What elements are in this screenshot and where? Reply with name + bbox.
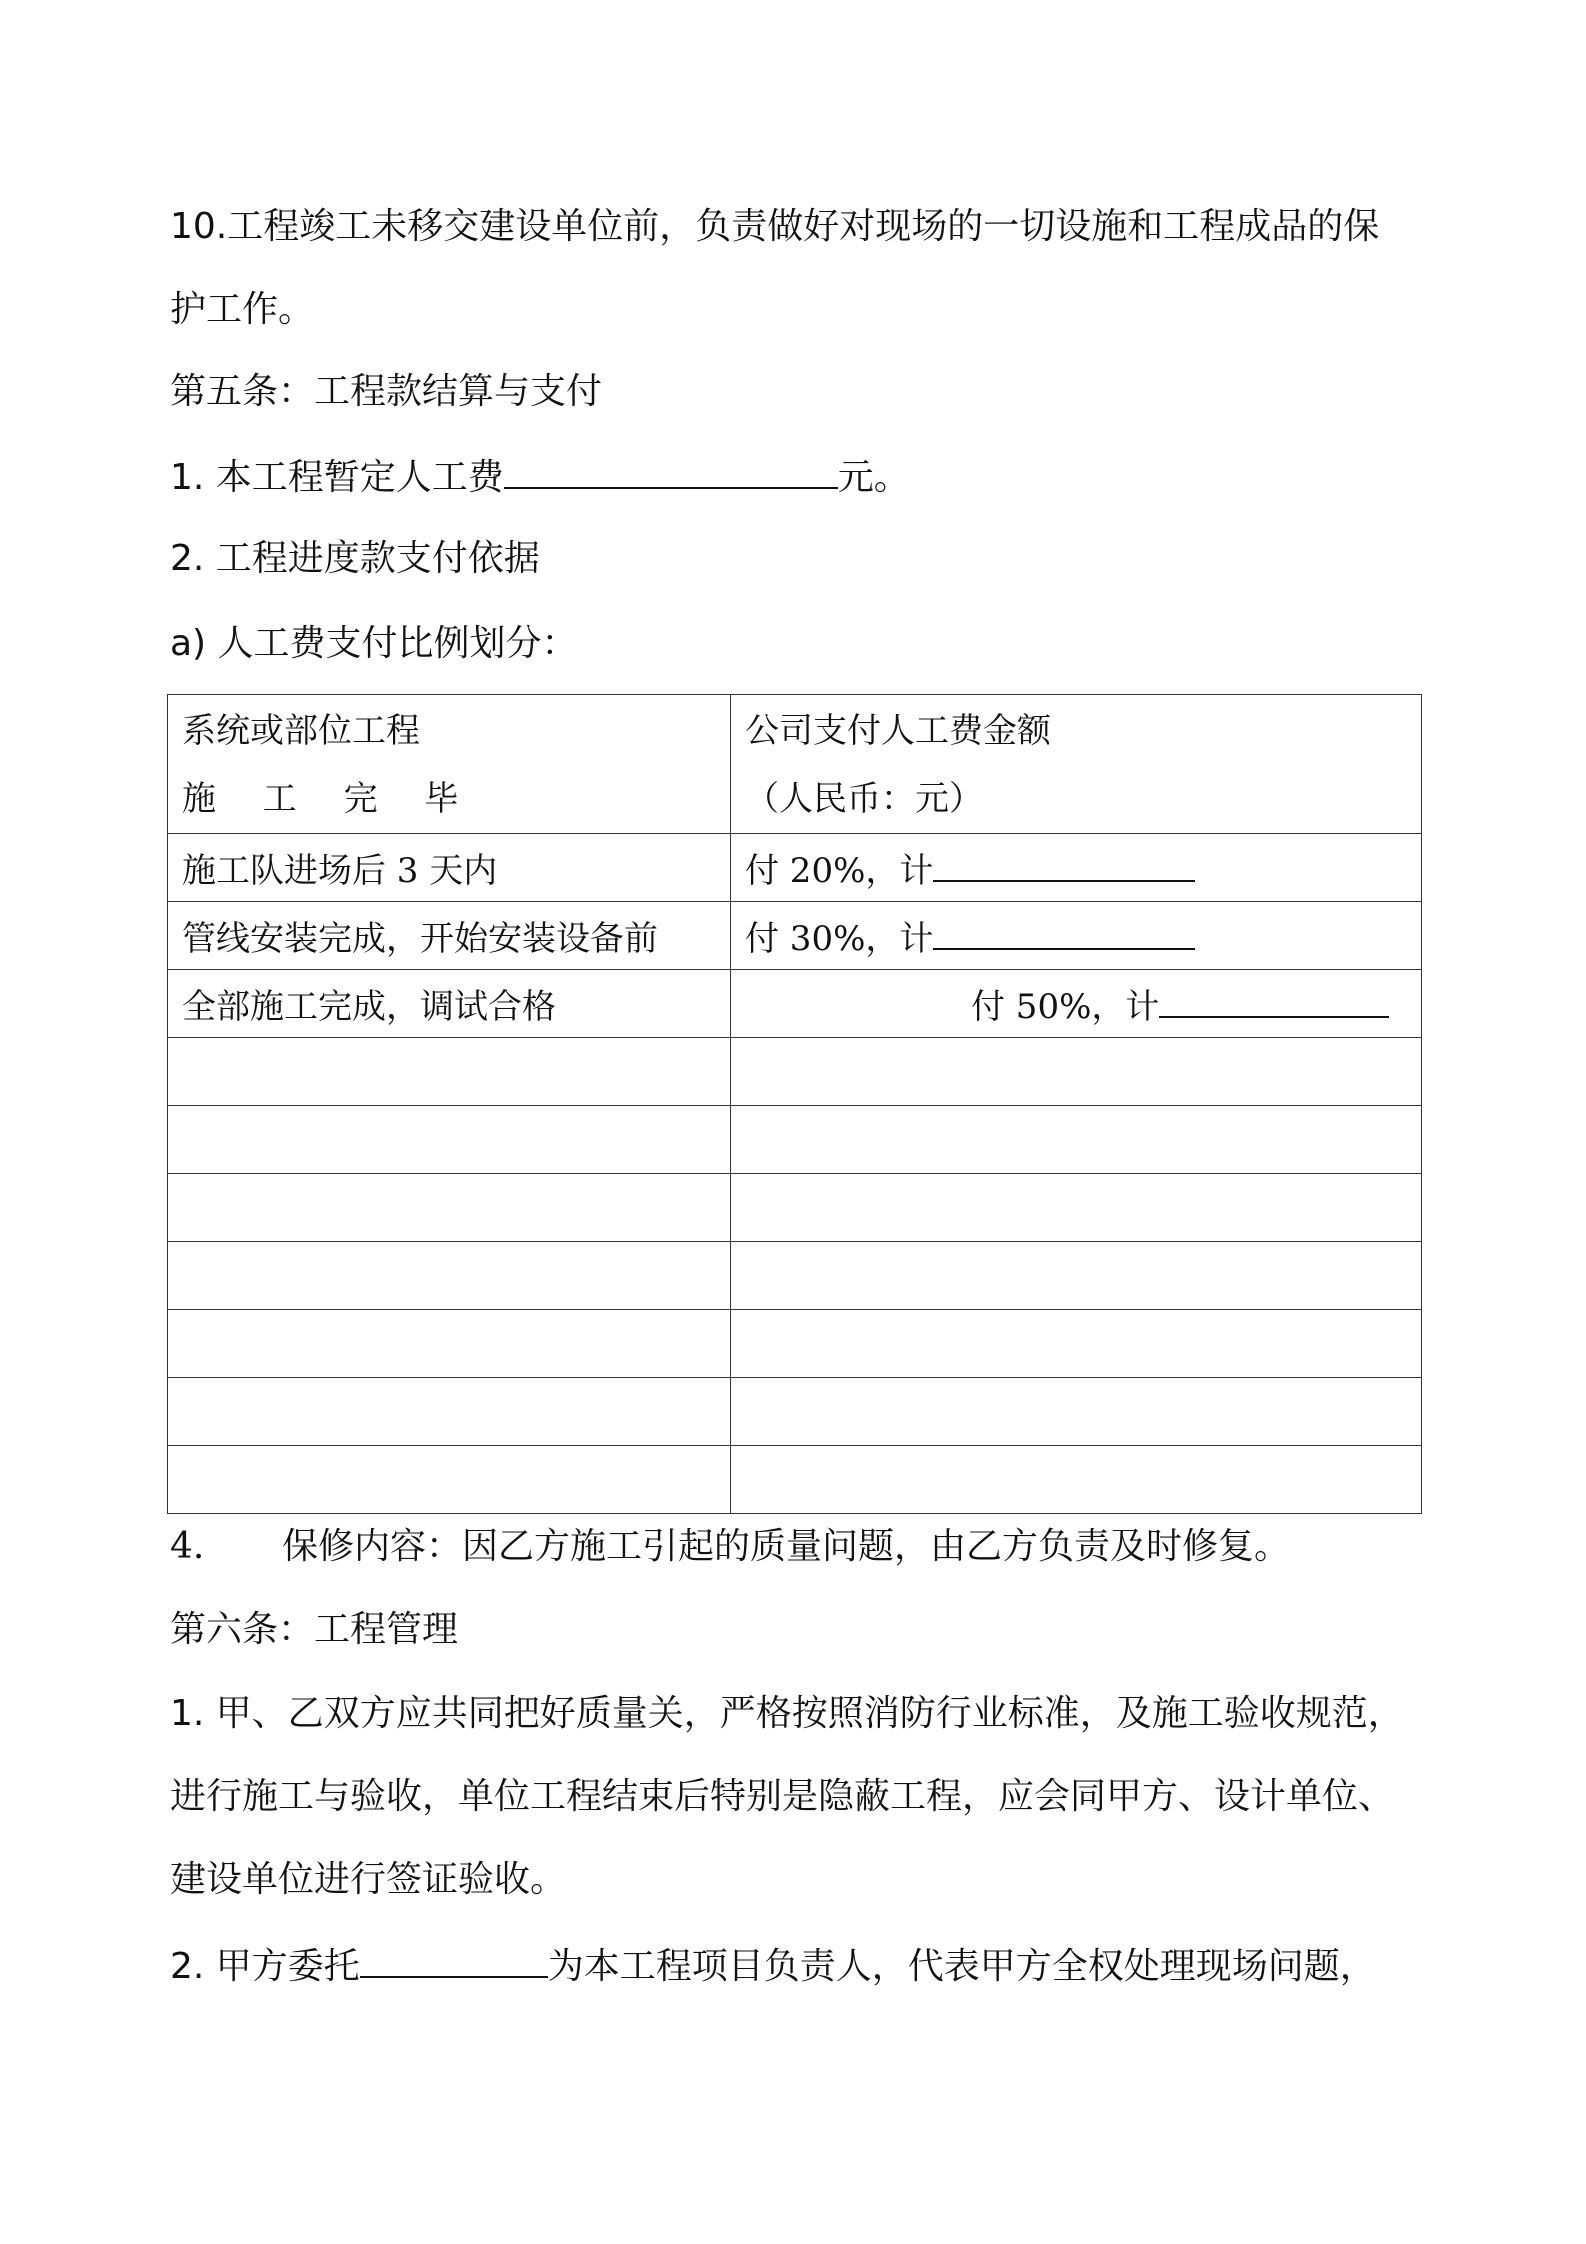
empty-table-row xyxy=(168,1038,1422,1106)
paragraph-10-line-2: 护工作。 xyxy=(170,289,315,330)
project-manager-blank[interactable] xyxy=(360,1942,548,1978)
payment-ratio-table xyxy=(167,694,1422,1514)
article-6-item-2 xyxy=(170,1942,1376,1989)
table-header-row xyxy=(168,695,1422,834)
table-row xyxy=(168,970,1422,1038)
amount-blank[interactable] xyxy=(933,848,1195,882)
empty-table-row xyxy=(168,1106,1422,1174)
article-6-title: 第六条：工程管理 xyxy=(170,1609,459,1650)
item-2-prefix: 2. 甲方委托 xyxy=(170,1946,360,1987)
empty-table-row xyxy=(168,1174,1422,1242)
item-2-suffix: 为本工程项目负责人，代表甲方全权处理现场问题， xyxy=(547,1946,1376,1987)
header-stage-cell xyxy=(168,695,731,834)
article-6-item-1-line-3: 建设单位进行签证验收。 xyxy=(170,1859,567,1900)
payment-cell xyxy=(731,834,1422,902)
payment-text: 付 50%，计 xyxy=(971,987,1160,1027)
item-4 xyxy=(170,1525,1290,1569)
item-1-prefix: 1. 本工程暂定人工费 xyxy=(170,457,504,498)
payment-cell xyxy=(731,970,1422,1038)
stage-cell: 管线安装完成，开始安装设备前 xyxy=(168,902,731,970)
labor-fee-blank[interactable] xyxy=(504,453,838,489)
paragraph-10-line-1: 10.工程竣工未移交建设单位前，负责做好对现场的一切设施和工程成品的保 xyxy=(170,206,1380,247)
amount-blank[interactable] xyxy=(933,916,1195,950)
header-stage-line-1: 系统或部位工程 xyxy=(182,711,420,751)
item-1-suffix: 元。 xyxy=(837,457,910,498)
header-amount-cell xyxy=(731,695,1422,834)
article-5-item-a: a) 人工费支付比例划分： xyxy=(170,623,578,664)
article-6-item-1-line-2: 进行施工与验收，单位工程结束后特别是隐蔽工程，应会同甲方、设计单位、 xyxy=(170,1776,1395,1817)
item-4-number: 4. xyxy=(170,1526,205,1567)
article-5-title: 第五条：工程款结算与支付 xyxy=(170,371,603,412)
header-amount-line-2: （人民币：元） xyxy=(745,779,983,819)
table-row xyxy=(168,834,1422,902)
item-4-text: 保修内容：因乙方施工引起的质量问题，由乙方负责及时修复。 xyxy=(282,1526,1291,1567)
payment-cell xyxy=(731,902,1422,970)
article-6-item-1-line-1: 1. 甲、乙双方应共同把好质量关，严格按照消防行业标准，及施工验收规范， xyxy=(170,1693,1404,1734)
header-amount-line-1: 公司支付人工费金额 xyxy=(745,711,1051,751)
article-5-item-2: 2. 工程进度款支付依据 xyxy=(170,538,540,579)
stage-cell: 全部施工完成，调试合格 xyxy=(168,970,731,1038)
empty-table-row xyxy=(168,1446,1422,1514)
empty-table-row xyxy=(168,1242,1422,1310)
amount-blank[interactable] xyxy=(1159,984,1389,1018)
empty-table-row xyxy=(168,1378,1422,1446)
empty-table-row xyxy=(168,1310,1422,1378)
table-row xyxy=(168,902,1422,970)
article-5-item-1 xyxy=(170,453,910,500)
payment-text: 付 20%，计 xyxy=(745,851,934,891)
header-stage-line-2: 施 工 完 毕 xyxy=(182,779,477,819)
stage-cell: 施工队进场后 3 天内 xyxy=(168,834,731,902)
payment-text: 付 30%，计 xyxy=(745,919,934,959)
